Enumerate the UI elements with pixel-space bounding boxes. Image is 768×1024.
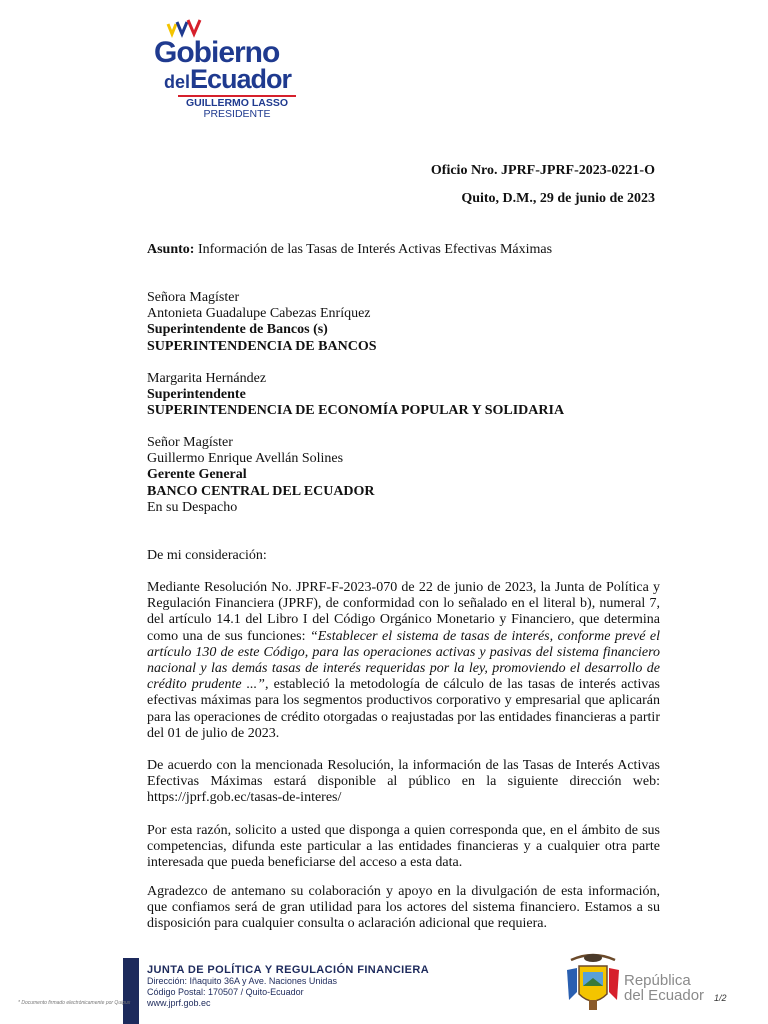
footer-website-link[interactable]: www.jprf.gob.ec — [147, 998, 211, 1008]
recipient-organization: SUPERINTENDENCIA DE ECONOMÍA POPULAR Y SOLIDARIA — [147, 403, 565, 419]
recipient-salutation: Señora Magíster — [147, 290, 240, 305]
subject-label: Asunto: — [147, 242, 195, 257]
footer-address: Dirección: Iñaquito 36A y Ave. Naciones Unidas — [147, 976, 337, 986]
body-paragraph: Agradezco de antemano su colaboración y apoyo en la divulgación de esta información, que confiamos será de gran utilidad para los actores del sistema financiero. Estamos a su disposición para cualquier consulta o aclaración adicional que requiera. — [147, 884, 660, 932]
recipient-title: Gerente General — [147, 467, 247, 483]
logo-president-name: GUILLERMO LASSO — [185, 97, 289, 109]
logo-ecuador-text: delEcuador — [164, 64, 292, 94]
recipient-name: Antonieta Guadalupe Cabezas Enríquez — [147, 306, 371, 322]
logo-president-role: PRESIDENTE — [203, 108, 271, 120]
footer-accent-bar — [123, 958, 139, 1024]
letter-date: Quito, D.M., 29 de junio de 2023 — [461, 191, 655, 206]
recipient-organization: BANCO CENTRAL DEL ECUADOR — [147, 483, 375, 499]
body-paragraph: Por esta razón, solicito a usted que disponga a quien corresponda que, en el ámbito de sus competencias, difunda este particular a las entidades financieras y a cualquier otra parte interesada que pueda beneficiarse del acceso a esta data. — [147, 823, 660, 871]
del-ecuador-text: del Ecuador — [624, 987, 705, 1004]
electronic-signature-note: * Documento firmado electrónicamente por Quipux — [18, 1000, 131, 1006]
recipient-name: Margarita Hernández — [147, 371, 267, 386]
coat-of-arms-icon — [563, 950, 623, 1016]
recipient-title: Superintendente de Bancos (s) — [147, 322, 328, 338]
gobierno-del-ecuador-logo — [150, 18, 310, 120]
recipient-name: Guillermo Enrique Avellán Solines — [147, 451, 344, 467]
republica-del-ecuador-brand — [624, 973, 704, 1003]
greeting: De mi consideración: — [147, 548, 267, 563]
footer-institution-info — [147, 964, 429, 1009]
recipient-block — [147, 371, 660, 420]
body-paragraph: Mediante Resolución No. JPRF-F-2023-070 de 22 de junio de 2023, la Junta de Política y Regulación Financiera (JPRF), de conformidad con lo señalado en el literal b), numeral 7, del artículo 14.1 del Libro I del Código Orgánico Monetario y Financiero, que determina como una de sus funciones: “Establecer el sistema de tasas de interés, conforme prevé el artículo 130 de este Código, para las operaciones activas y pasivas del sistema financiero nacional y las demás tasas de interés requeridas por la ley, promoviendo el desarrollo de crédito prudente ...”, estableció la metodología de cálculo de las tasas de interés activas efectivas máximas para los segmentos productivos corporativo y empresarial que aplicarán para las operaciones de crédito otorgadas o reajustadas por las entidades financieras a partir del 01 de julio de 2023. — [147, 580, 661, 741]
page-number: 1/2 — [714, 993, 727, 1003]
body-paragraph: De acuerdo con la mencionada Resolución, la información de las Tasas de Interés Activas Efectivas Máximas estará disponible al público en la siguiente dirección web: https://jprf.gob.ec/tasas-de-interes/ — [147, 758, 660, 806]
recipient-title: Superintendente — [147, 387, 246, 403]
footer-postal-code: Código Postal: 170507 / Quito-Ecuador — [147, 987, 304, 997]
footer-institution-name: JUNTA DE POLÍTICA Y REGULACIÓN FINANCIERA — [147, 964, 430, 976]
legal-quote: “Establecer el sistema de tasas de interés, conforme prevé el artículo 130 de este Código, para las operaciones activas y pasivas del sistema financiero nacional y las demás tasas de interés requeridas por la ley, promoviendo el desarrollo de crédito prudente ...” — [147, 628, 660, 693]
oficio-number: Oficio Nro. JPRF-JPRF-2023-0221-O — [430, 163, 655, 178]
republica-text: República — [624, 972, 691, 989]
recipient-block — [147, 435, 660, 516]
recipient-organization: SUPERINTENDENCIA DE BANCOS — [147, 338, 377, 354]
recipient-salutation: Señor Magíster — [147, 435, 233, 450]
logo-gobierno-text: Gobierno — [154, 36, 280, 69]
recipient-dispatch-note: En su Despacho — [147, 499, 238, 515]
subject-text: Información de las Tasas de Interés Activas Efectivas Máximas — [194, 242, 553, 257]
recipient-block — [147, 290, 660, 355]
subject-line — [147, 242, 660, 258]
